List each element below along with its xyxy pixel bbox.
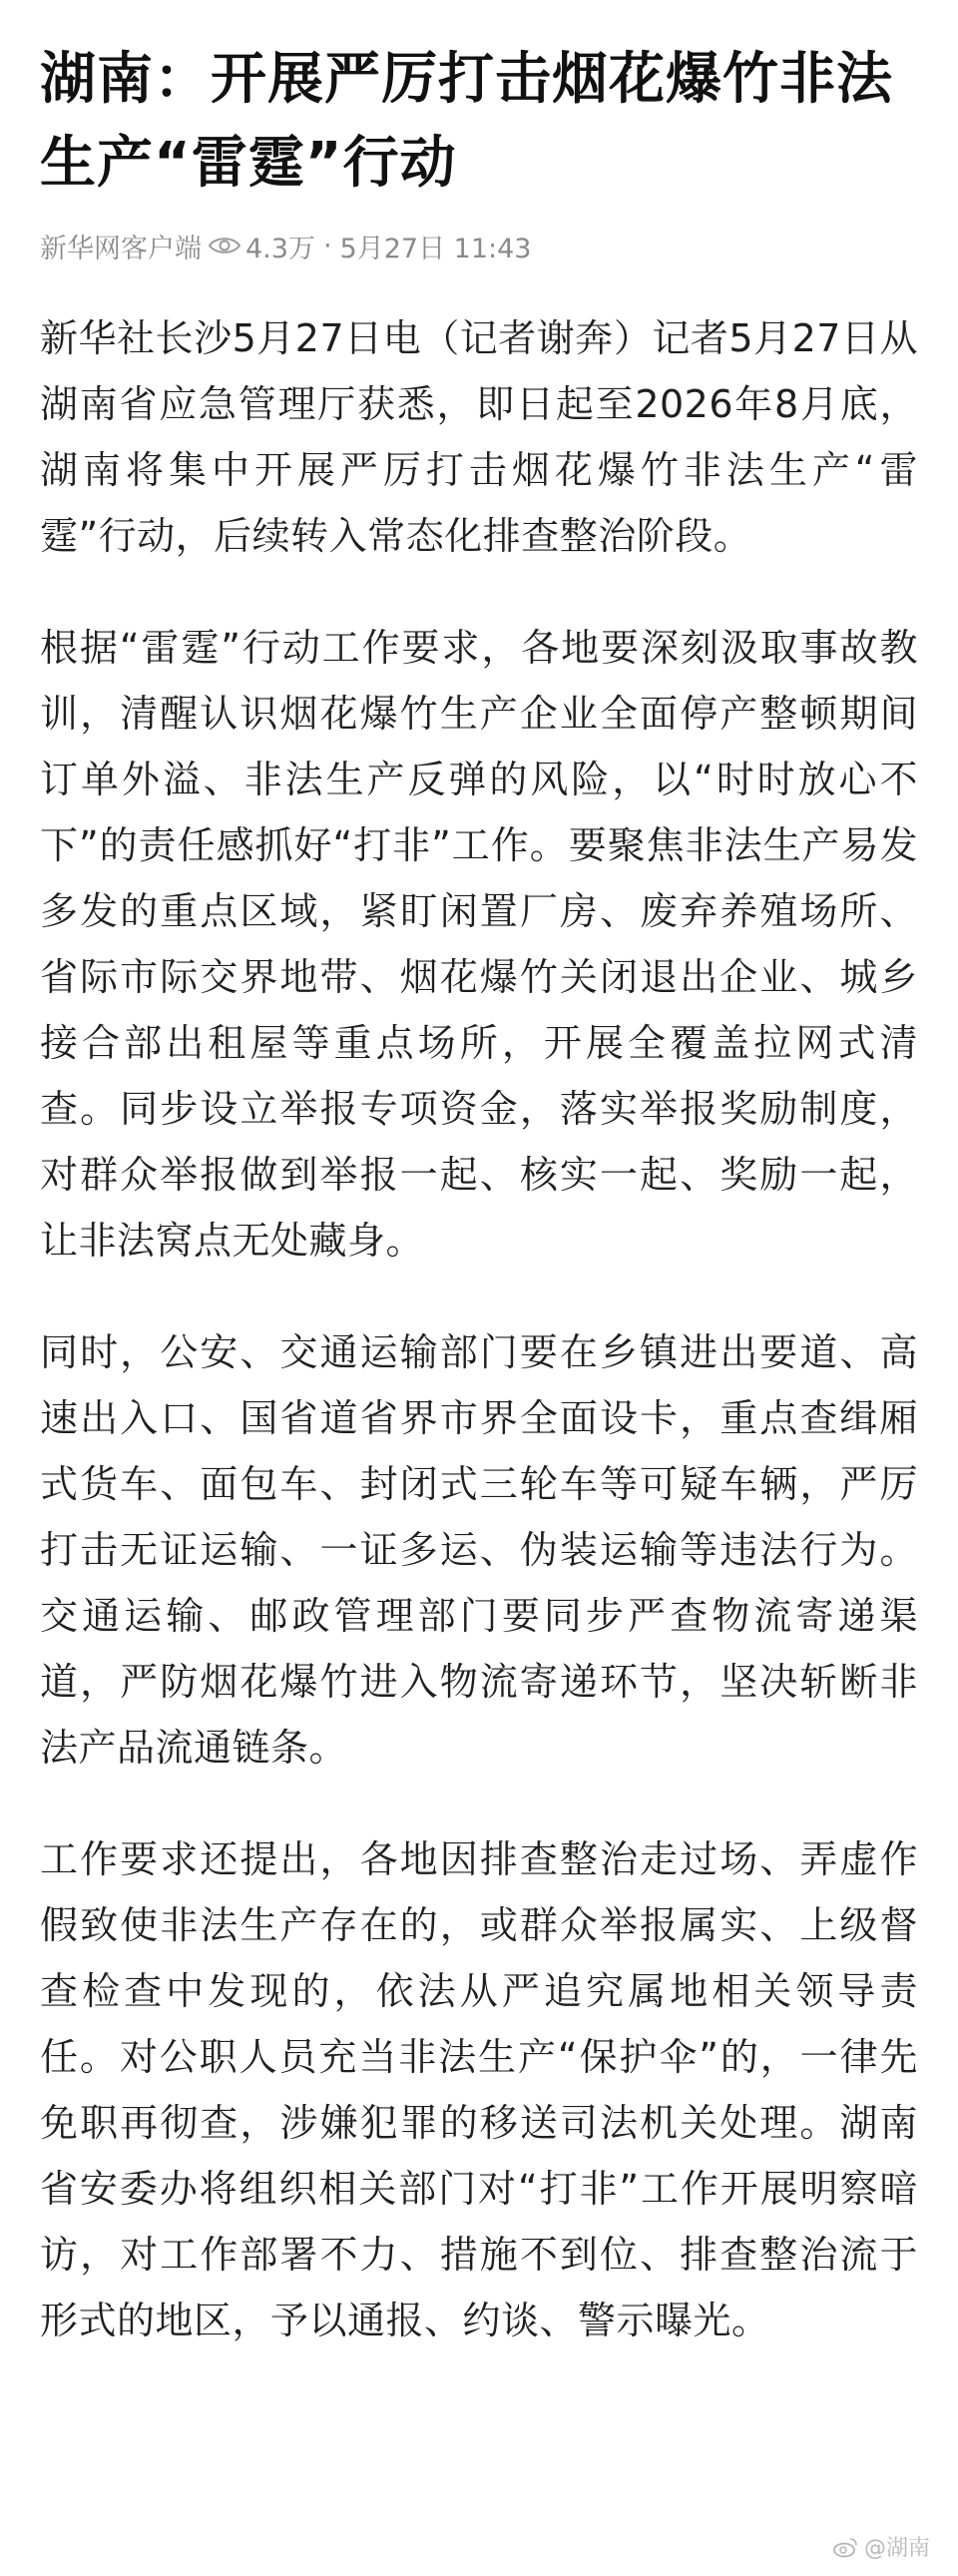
publish-datetime: 5月27日 11:43 [339,233,532,264]
watermark-text: @湖南 [863,2536,930,2561]
paragraph: 新华社长沙5月27日电（记者谢奔）记者5月27日从湖南省应急管理厅获悉，即日起至2026年8月底，湖南将集中开展严厉打击烟花爆竹非法生产“雷霆”行动，后续转入常态化排查整治阶段。 [40,316,918,558]
meta-separator: · [322,230,332,261]
article-meta [40,226,918,265]
view-count: 4.3万 [245,233,315,264]
paragraph: 同时，公安、交通运输部门要在乡镇进出要道、高速出入口、国省道省界市界全面设卡，重点查缉厢式货车、面包车、封闭式三轮车等可疑车辆，严厉打击无证运输、一证多运、伪装运输等违法行为。交通运输、邮政管理部门要同步严查物流寄递渠道，严防烟花爆竹进入物流寄递环节，坚决斩断非法产品流通链条。 [40,1330,918,1770]
eye-icon [208,235,241,257]
weibo-icon [832,2536,858,2558]
paragraph: 根据“雷霆”行动工作要求，各地要深刻汲取事故教训，清醒认识烟花爆竹生产企业全面停产整顿期间订单外溢、非法生产反弹的风险，以“时时放心不下”的责任感抓好“打非”工作。要聚焦非法生产易发多发的重点区域，紧盯闲置厂房、废弃养殖场所、省际市际交界地带、烟花爆竹关闭退出企业、城乡接合部出租屋等重点场所，开展全覆盖拉网式清查。同步设立举报专项资金，落实举报奖励制度，对群众举报做到举报一起、核实一起、奖励一起，让非法窝点无处藏身。 [40,626,918,1263]
watermark [832,2531,930,2562]
article-title: 湖南：开展严厉打击烟花爆竹非法生产“雷霆”行动 [40,47,893,196]
paragraph: 工作要求还提出，各地因排查整治走过场、弄虚作假致使非法生产存在的，或群众举报属实、上级督查检查中发现的，依法从严追究属地相关领导责任。对公职人员充当非法生产“保护伞”的，一律先免职再彻查，涉嫌犯罪的移送司法机关处理。湖南省安委办将组织相关部门对“打非”工作开展明察暗访，对工作部署不力、措施不到位、排查整治流于形式的地区，予以通报、约谈、警示曝光。 [40,1837,918,2342]
article [40,38,918,2399]
source-name[interactable]: 新华网客户端 [40,233,202,264]
article-body [40,305,918,2353]
